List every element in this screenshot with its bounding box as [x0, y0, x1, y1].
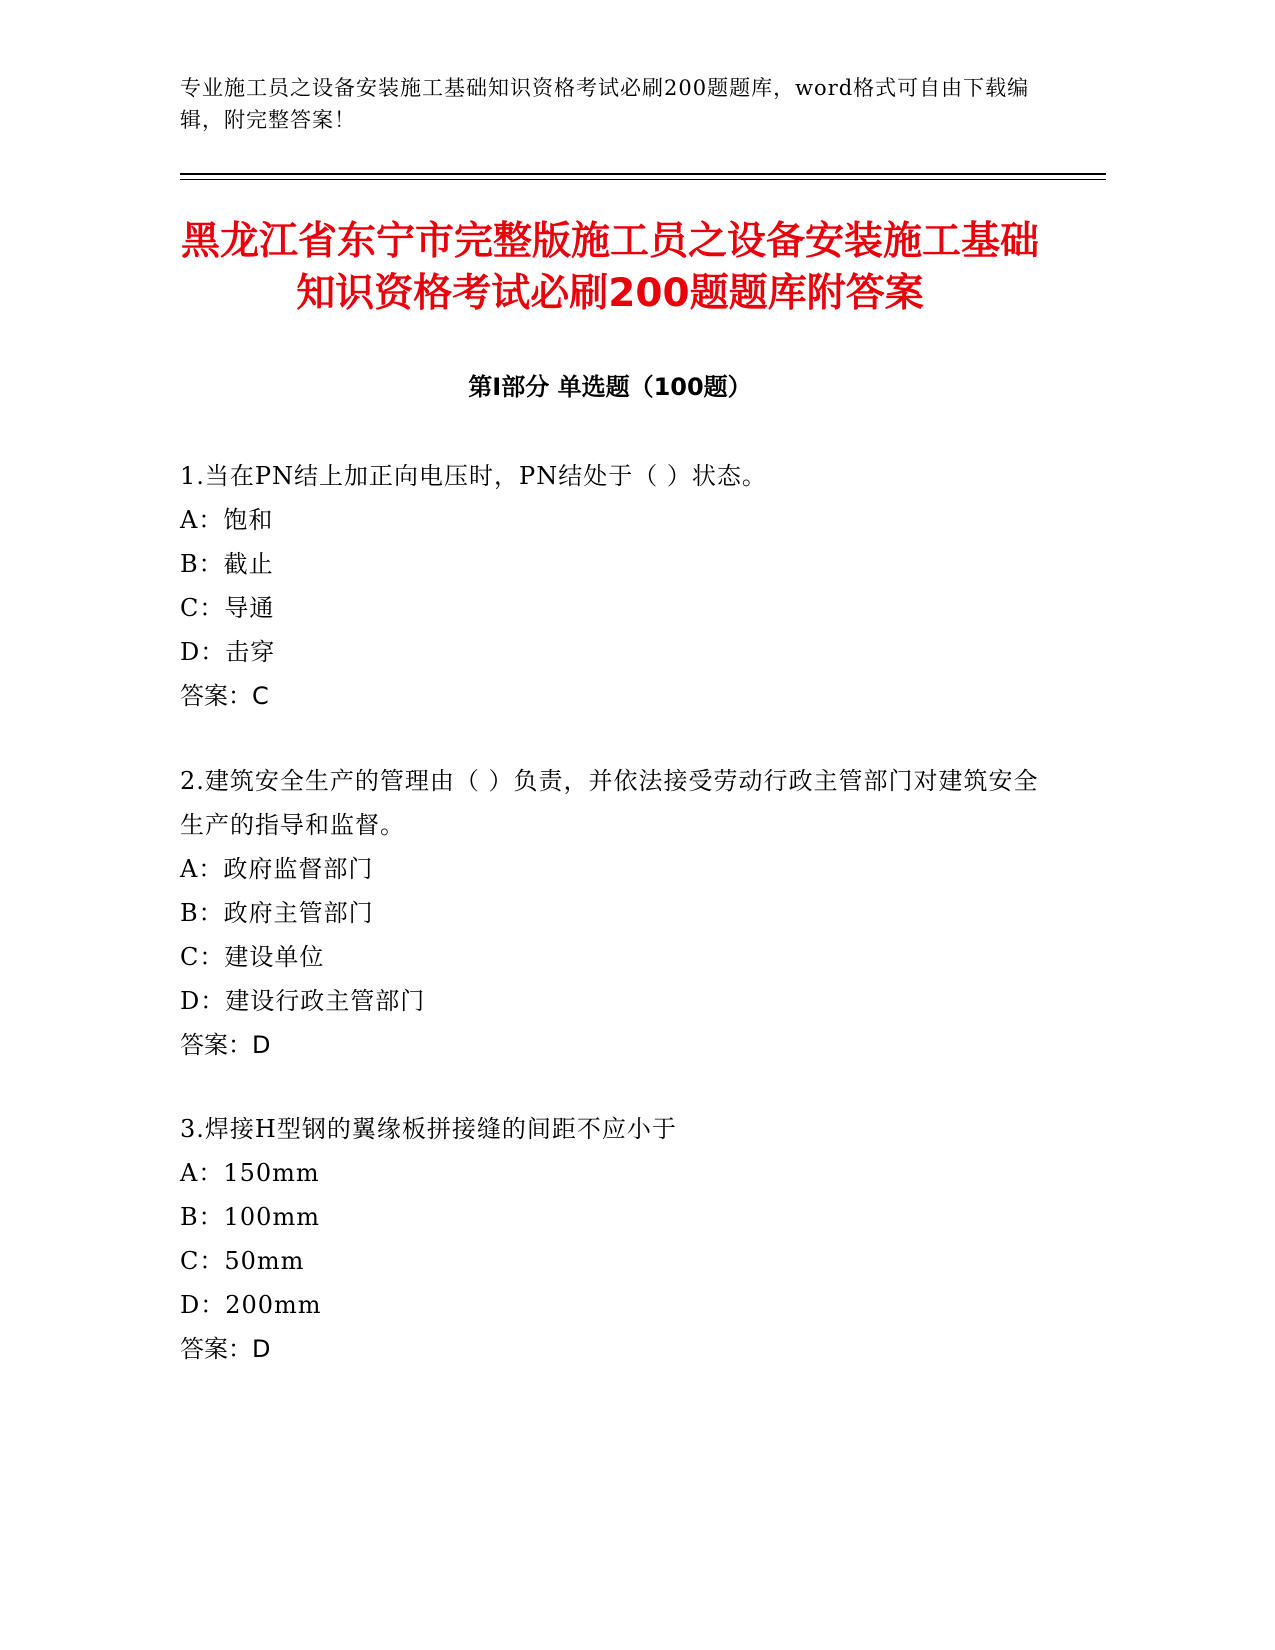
- section-title: 第Ⅰ部分 单选题（100题）: [468, 373, 752, 401]
- option-c: C：建设单位: [180, 943, 325, 971]
- option-a: A：饱和: [180, 506, 274, 534]
- answer: 答案：D: [180, 1335, 271, 1363]
- header-divider-thick: [180, 173, 1106, 175]
- option-b: B：截止: [180, 550, 274, 578]
- option-c: C：50mm: [180, 1247, 305, 1275]
- option-a: A：150mm: [180, 1159, 320, 1187]
- question-stem: 2.建筑安全生产的管理由（ ）负责，并依法接受劳动行政主管部门对建筑安全生产的指导和监督。: [180, 767, 1039, 839]
- option-d: D：建设行政主管部门: [180, 987, 426, 1015]
- option-a: A：政府监督部门: [180, 855, 374, 883]
- header-divider-thin: [180, 179, 1106, 180]
- question-stem: 1.当在PN结上加正向电压时，PN结处于（ ）状态。: [180, 462, 767, 490]
- document-title: 黑龙江省东宁市完整版施工员之设备安装施工基础知识资格考试必刷200题题库附答案: [180, 219, 1039, 316]
- header-note: 专业施工员之设备安装施工基础知识资格考试必刷200题题库，word格式可自由下载编辑，附完整答案！: [180, 76, 1030, 132]
- option-b: B：100mm: [180, 1203, 320, 1231]
- answer: 答案：C: [180, 682, 269, 710]
- question-1: [180, 454, 1040, 718]
- option-d: D：200mm: [180, 1291, 322, 1319]
- option-c: C：导通: [180, 594, 275, 622]
- option-d: D：击穿: [180, 638, 276, 666]
- question-stem: 3.焊接H型钢的翼缘板拼接缝的间距不应小于: [180, 1115, 677, 1143]
- question-3: [180, 1107, 1040, 1371]
- option-b: B：政府主管部门: [180, 899, 374, 927]
- answer: 答案：D: [180, 1031, 271, 1059]
- question-2: [180, 759, 1040, 1067]
